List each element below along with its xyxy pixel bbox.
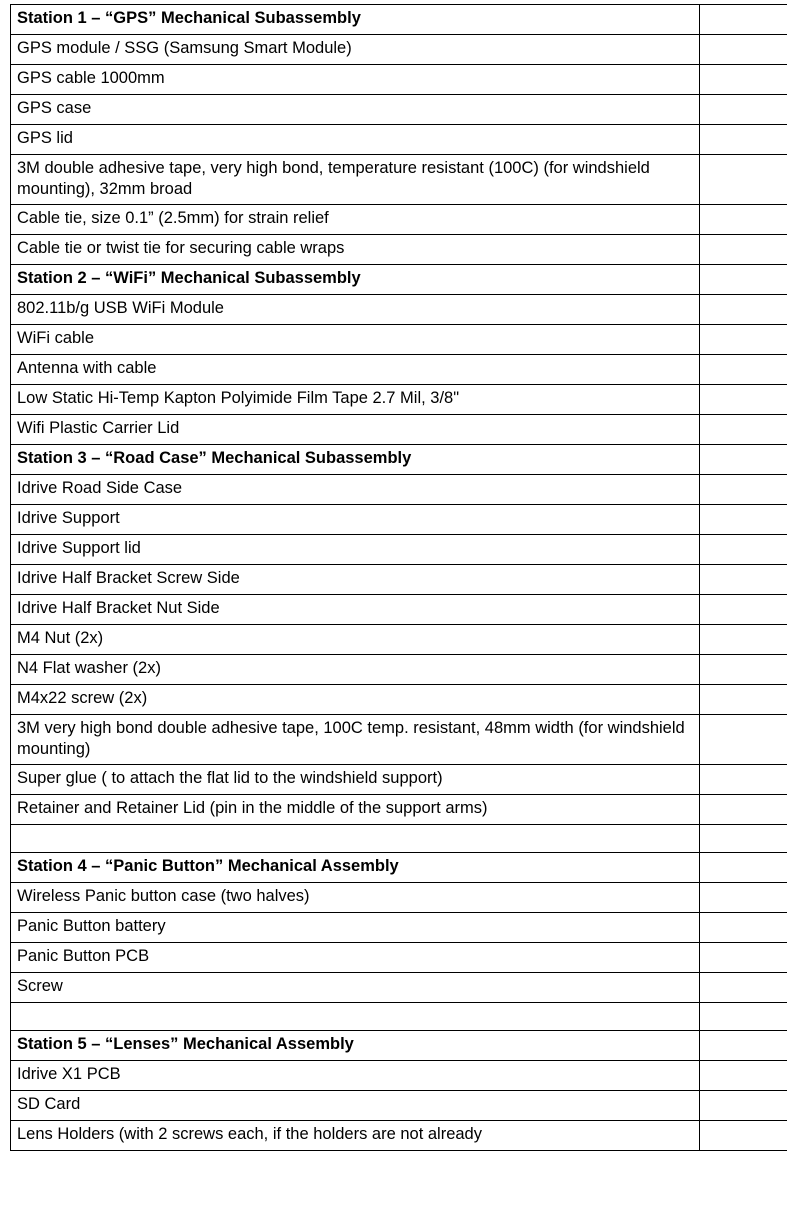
table-row (11, 505, 787, 535)
part-quantity[interactable] (700, 943, 787, 973)
part-quantity[interactable] (700, 973, 787, 1003)
part-description: Panic Button battery (11, 913, 700, 943)
part-quantity[interactable] (700, 205, 787, 235)
table-row (11, 475, 787, 505)
part-quantity[interactable] (700, 325, 787, 355)
part-description: GPS lid (11, 125, 700, 155)
part-quantity[interactable] (700, 795, 787, 825)
station-title: Station 1 – “GPS” Mechanical Subassembly (11, 5, 700, 35)
table-row (11, 415, 787, 445)
station-title: Station 5 – “Lenses” Mechanical Assembly (11, 1031, 700, 1061)
table-row (11, 125, 787, 155)
part-quantity[interactable] (700, 235, 787, 265)
part-description: Idrive X1 PCB (11, 1061, 700, 1091)
part-quantity[interactable] (700, 883, 787, 913)
spacer-row (11, 825, 787, 853)
part-quantity[interactable] (700, 265, 787, 295)
table-row (11, 295, 787, 325)
part-quantity[interactable] (700, 35, 787, 65)
part-description: 802.11b/g USB WiFi Module (11, 295, 700, 325)
part-description: Panic Button PCB (11, 943, 700, 973)
table-row (11, 235, 787, 265)
table-row (11, 385, 787, 415)
spacer-row (11, 1003, 787, 1031)
part-description: Super glue ( to attach the flat lid to the windshield support) (11, 765, 700, 795)
table-row (11, 973, 787, 1003)
part-description: N4 Flat washer (2x) (11, 655, 700, 685)
table-row (11, 795, 787, 825)
part-quantity[interactable] (700, 415, 787, 445)
parts-table (10, 4, 787, 1151)
part-description: Idrive Road Side Case (11, 475, 700, 505)
part-description: Screw (11, 973, 700, 1003)
part-quantity[interactable] (700, 475, 787, 505)
part-description: 3M very high bond double adhesive tape, 100C temp. resistant, 48mm width (for windshield mounting) (11, 715, 700, 765)
table-row (11, 205, 787, 235)
part-description: Idrive Half Bracket Screw Side (11, 565, 700, 595)
part-quantity[interactable] (700, 565, 787, 595)
table-row (11, 625, 787, 655)
part-description: Cable tie, size 0.1” (2.5mm) for strain relief (11, 205, 700, 235)
table-row (11, 65, 787, 95)
table-row (11, 913, 787, 943)
part-description: Wifi Plastic Carrier Lid (11, 415, 700, 445)
part-quantity[interactable] (700, 825, 787, 853)
table-row (11, 595, 787, 625)
part-description: GPS module / SSG (Samsung Smart Module) (11, 35, 700, 65)
table-row (11, 35, 787, 65)
table-row (11, 95, 787, 125)
part-quantity[interactable] (700, 655, 787, 685)
part-description: 3M double adhesive tape, very high bond, temperature resistant (100C) (for windshield mounting), 32mm broad (11, 155, 700, 205)
part-quantity[interactable] (700, 535, 787, 565)
part-description: M4x22 screw (2x) (11, 685, 700, 715)
part-description: WiFi cable (11, 325, 700, 355)
part-description: Low Static Hi-Temp Kapton Polyimide Film Tape 2.7 Mil, 3/8" (11, 385, 700, 415)
table-row (11, 715, 787, 765)
table-row (11, 325, 787, 355)
part-quantity[interactable] (700, 1091, 787, 1121)
part-quantity[interactable] (700, 715, 787, 765)
part-quantity[interactable] (700, 5, 787, 35)
part-quantity[interactable] (700, 685, 787, 715)
part-description: Antenna with cable (11, 355, 700, 385)
table-row (11, 765, 787, 795)
part-quantity[interactable] (700, 625, 787, 655)
station-header-row (11, 853, 787, 883)
part-description: M4 Nut (2x) (11, 625, 700, 655)
part-description: Lens Holders (with 2 screws each, if the holders are not already (11, 1121, 700, 1151)
table-row (11, 1121, 787, 1151)
table-row (11, 155, 787, 205)
part-quantity[interactable] (700, 595, 787, 625)
part-quantity[interactable] (700, 295, 787, 325)
station-title: Station 2 – “WiFi” Mechanical Subassembly (11, 265, 700, 295)
part-quantity[interactable] (700, 355, 787, 385)
part-description: GPS case (11, 95, 700, 125)
part-description: GPS cable 1000mm (11, 65, 700, 95)
table-row (11, 535, 787, 565)
table-row (11, 655, 787, 685)
table-row (11, 355, 787, 385)
part-quantity[interactable] (700, 1061, 787, 1091)
document-page (0, 4, 787, 1211)
station-header-row (11, 265, 787, 295)
part-description (11, 825, 700, 853)
part-quantity[interactable] (700, 65, 787, 95)
part-quantity[interactable] (700, 1121, 787, 1151)
part-description: Idrive Support lid (11, 535, 700, 565)
part-quantity[interactable] (700, 765, 787, 795)
part-description: Idrive Support (11, 505, 700, 535)
part-description: Wireless Panic button case (two halves) (11, 883, 700, 913)
station-header-row (11, 1031, 787, 1061)
part-description (11, 1003, 700, 1031)
part-quantity[interactable] (700, 1003, 787, 1031)
part-quantity[interactable] (700, 95, 787, 125)
part-quantity[interactable] (700, 913, 787, 943)
part-quantity[interactable] (700, 385, 787, 415)
part-description: Idrive Half Bracket Nut Side (11, 595, 700, 625)
station-header-row (11, 5, 787, 35)
station-title: Station 4 – “Panic Button” Mechanical Assembly (11, 853, 700, 883)
part-quantity[interactable] (700, 853, 787, 883)
part-quantity[interactable] (700, 445, 787, 475)
part-description: Retainer and Retainer Lid (pin in the middle of the support arms) (11, 795, 700, 825)
part-description: SD Card (11, 1091, 700, 1121)
part-quantity[interactable] (700, 505, 787, 535)
parts-table-body (11, 5, 787, 1151)
table-row (11, 1091, 787, 1121)
table-row (11, 943, 787, 973)
part-quantity[interactable] (700, 125, 787, 155)
table-row (11, 1061, 787, 1091)
part-quantity[interactable] (700, 155, 787, 205)
table-row (11, 685, 787, 715)
part-quantity[interactable] (700, 1031, 787, 1061)
part-description: Cable tie or twist tie for securing cable wraps (11, 235, 700, 265)
station-title: Station 3 – “Road Case” Mechanical Subassembly (11, 445, 700, 475)
table-row (11, 565, 787, 595)
station-header-row (11, 445, 787, 475)
table-row (11, 883, 787, 913)
